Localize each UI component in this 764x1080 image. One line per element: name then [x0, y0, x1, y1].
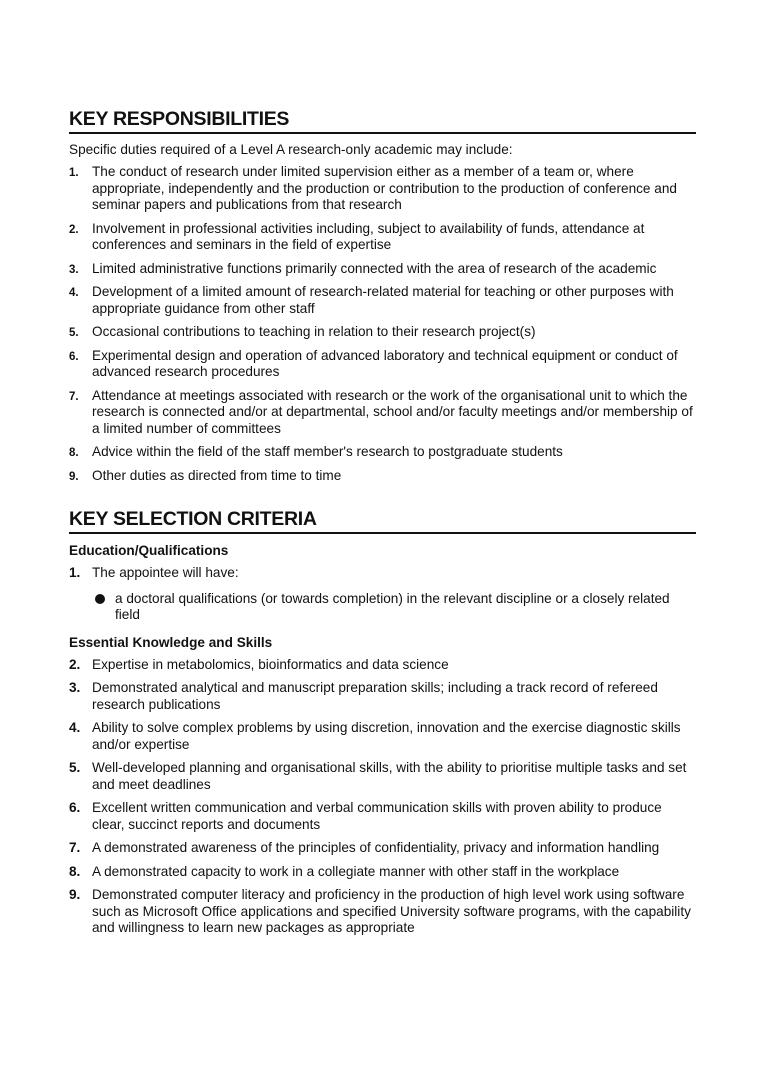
item-number: 4. — [69, 720, 81, 735]
list-item — [69, 284, 696, 317]
item-text: Demonstrated analytical and manuscript preparation skills; including a track record of refereed research publications — [92, 680, 658, 712]
list-item — [69, 720, 696, 753]
list-item — [69, 444, 696, 461]
list-item — [69, 657, 696, 674]
item-text: Expertise in metabolomics, bioinformatics and data science — [92, 656, 449, 672]
item-text: Involvement in professional activities including, subject to availability of funds, attendance at conferences and seminars in the field of expertise — [92, 220, 645, 252]
item-text: Attendance at meetings associated with research or the work of the organisational unit to which the research is connected and/or at departmental, school and/or faculty meetings and/or membership of a limited number of committees — [92, 387, 693, 436]
item-number: 2. — [69, 656, 81, 672]
item-number: 6. — [69, 800, 81, 815]
document-page — [69, 0, 696, 944]
list-item — [69, 840, 696, 857]
item-number: 2. — [69, 223, 79, 236]
key-selection-criteria-heading: KEY SELECTION CRITERIA — [69, 508, 696, 534]
item-number: 6. — [69, 350, 79, 363]
list-item — [69, 348, 696, 381]
item-text: Experimental design and operation of advanced laboratory and technical equipment or conduct of advanced research procedures — [92, 347, 678, 379]
list-item — [69, 800, 696, 833]
item-text: Ability to solve complex problems by using discretion, innovation and the exercise diagnostic skills and/or expertise — [92, 720, 681, 752]
list-item — [69, 760, 696, 793]
item-text: A demonstrated awareness of the principles of confidentiality, privacy and information handling — [92, 840, 660, 855]
list-item — [69, 565, 696, 582]
list-item — [69, 388, 696, 438]
education-subheading: Education/Qualifications — [69, 543, 229, 558]
responsibilities-intro: Specific duties required of a Level A research-only academic may include: — [69, 142, 513, 157]
list-item — [69, 324, 696, 341]
item-number: 7. — [69, 390, 79, 403]
item-number: 1. — [69, 565, 81, 580]
item-text: Excellent written communication and verbal communication skills with proven ability to produce clear, succinct reports and documents — [92, 800, 662, 832]
list-item — [69, 887, 696, 937]
item-number: 9. — [69, 470, 79, 483]
item-text: Limited administrative functions primarily connected with the area of research of the academic — [92, 260, 657, 276]
item-text: Advice within the field of the staff member's research to postgraduate students — [92, 444, 563, 459]
bullet-text: a doctoral qualifications (or towards completion) in the relevant discipline or a closely related field — [115, 590, 670, 622]
item-text: Well-developed planning and organisational skills, with the ability to prioritise multiple tasks and set and meet deadlines — [92, 760, 687, 792]
key-responsibilities-heading: KEY RESPONSIBILITIES — [69, 108, 696, 134]
responsibilities-list — [69, 164, 696, 484]
item-number: 8. — [69, 863, 81, 879]
item-number: 8. — [69, 447, 79, 459]
item-number: 1. — [69, 167, 79, 179]
item-number: 5. — [69, 327, 79, 339]
essential-skills-list — [69, 657, 696, 937]
essential-skills-subheading: Essential Knowledge and Skills — [69, 634, 273, 650]
item-text: A demonstrated capacity to work in a collegiate manner with other staff in the workplace — [92, 863, 620, 879]
item-number: 7. — [69, 840, 81, 855]
item-number: 4. — [69, 287, 79, 299]
education-list — [69, 565, 696, 582]
item-text: The appointee will have: — [92, 565, 239, 580]
list-item — [69, 468, 696, 485]
bullet-icon — [95, 594, 105, 604]
list-item — [69, 864, 696, 881]
item-number: 5. — [69, 760, 81, 775]
list-item — [69, 261, 696, 278]
item-text: The conduct of research under limited supervision either as a member of a team or, where appropriate, independently and the production or contribution to the production of conference and seminar papers and publications from that research — [92, 164, 677, 212]
item-text: Development of a limited amount of research-related material for teaching or other purposes with appropriate guidance from other staff — [92, 284, 674, 316]
item-number: 3. — [69, 263, 79, 276]
list-item — [69, 221, 696, 254]
item-text: Demonstrated computer literacy and proficiency in the production of high level work using software such as Microsoft Office applications and specified University software programs, with the capability and willingness to learn new packages as appropriate — [92, 887, 691, 935]
list-item — [69, 164, 696, 214]
item-number: 9. — [69, 887, 81, 902]
item-number: 3. — [69, 680, 81, 695]
item-text: Other duties as directed from time to time — [92, 467, 342, 483]
list-item — [69, 680, 696, 713]
qualification-bullet — [69, 591, 696, 624]
item-text: Occasional contributions to teaching in relation to their research project(s) — [92, 324, 536, 339]
